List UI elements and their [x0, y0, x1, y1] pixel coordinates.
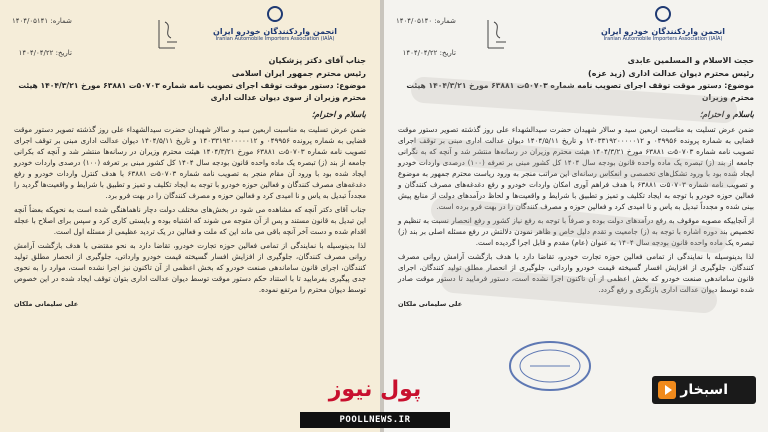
signer-name: علی سلیمانی ملکان	[398, 300, 463, 308]
letter-number: شماره: ۱۴۰۴/۰۵۱۴۱	[12, 17, 72, 25]
signer-name: علی سلیمانی ملکان	[14, 300, 79, 308]
org-name-en: Iranian Automobile Importers Association (IAIA)	[603, 36, 723, 42]
letter-meta	[12, 16, 72, 58]
association-logo-icon	[267, 6, 283, 22]
play-icon	[658, 381, 676, 399]
org-name-fa: انجمن واردکنندگان خودرو ایران	[601, 27, 725, 36]
esbar-brand	[652, 376, 756, 404]
recipient-name: جناب آقای دکتر پزشکیان	[268, 56, 366, 65]
recipient-name: حجت الاسلام و المسلمین عابدی	[627, 56, 754, 65]
org-name-en: Iranian Automobile Importers Association (IAIA)	[215, 36, 335, 42]
letter-subject: موضوع: دستور موقت توقف اجرای تصویب نامه شماره ۵۰۷۰۳ت ۶۳۸۸۱ مورخ ۱۴۰۴/۳/۲۱ هیئت محترم وزیران	[406, 81, 754, 102]
pool-news-brand	[300, 374, 450, 432]
recipient-title: رئیس محترم دیوان عدالت اداری (زید عزه)	[588, 69, 754, 78]
letter-paragraph: ضمن عرض تسلیت به مناسبت اربعین سید و سالار شهیدان حضرت سیدالشهداء علی روز گذشته تصویر دستور موقت قضایی به شماره پرونده ۰۴۹۹۵۶ و ۱۴۰۳۳۱۹۲۰۰۰۰۰۱۲ و تاریخ ۱۴۰۴/۵/۱۱ دیوان عدالت اداری مبنی بر توقف اجرای تصویب نامه شماره ۵۰۷۰۳ت ۶۳۸۸۱ مورخ ۱۴۰۴/۳/۲۱ هیئت محترم وزیران در رسانه‌ها منتشر شد و آنچه که بکرانی جامعه از بند (ز) تبصره یک ماده واحده قانون بودجه سال ۱۴۰۴ کل کشور مبنی بر تعرفه (۱۰۰) درصدی واردات خودرو ایجاد شده بود با ورود آن مقام منجر به تصویب نامه شماره ۵۰۷۰۳ت ۶۳۸۸۱ با هدف کنترل واردات خودرو و رفع دغدغه‌های مصرف کنندگان و فعالین حوزه خودرو با توجه به ایجاد تکلیف و تمیز و تطبیق با شرایط و واقعیت‌ها گردید را مجدداً تبدیل به یاس و نا امیدی کرد و فعالین حوزه و مصرف کنندگان را در بهت فرو برد.	[14, 125, 366, 200]
letter-paragraph: لذا بدینوسیله با نمایندگی از تمامی فعالین حوزه تجارت خودرو، تقاضا دارد با هدف بازگشت آرامش روانی مصرف کنندگان، جلوگیری از افزایش افسار گسیخته قیمت خودرو وارداتی، جلوگیری از انحصار مطلق تولید کنندگان، اجرای قانون ساماندهی صنعت خودرو که بخش اعظمی از آن تاکنون اجرا نشده است، دستور فرمایید تا دستور موقت صادر شده توسط دیوان عدالت اداری بازنگری و رفع گردد.	[398, 252, 754, 294]
org-name-fa: انجمن واردکنندگان خودرو ایران	[213, 27, 337, 36]
letter-paragraph: لذا بدینوسیله با نمایندگی از تمامی فعالین حوزه تجارت خودرو، تقاضا دارد به نحو مقتضی با هدف بازگشت آرامش روانی مصرف کنندگان، جلوگیری از افزایش افسار گسیخته قیمت خودرو وارداتی، جلوگیری از انحصار مطلق تولید کنندگان، اجرای قانون ساماندهی صنعت خودرو که بخش اعظمی از آن تاکنون نیز اجرا نشده است، موارد را به نحوی جدی پیگیری بفرمایید تا با استناد حکم دستور موقت توسط دیوان عدالت اداری بتوان توقف ایجاد شده در این خصوص توسط دیوان محترم را مرتفع نموده.	[14, 241, 366, 294]
letter-greeting: باسلام و احترام؛	[699, 110, 754, 119]
letter-paragraph: از آنجاییکه مصوبه موقوف به رفع درآمدهای دولت بوده و صرفاً با توجه به رفع نیاز کشور و رفع انحصار نسبت به تنظیم و تخصیص بند دوره اشاره با توجه به (ز) جامعیت و تقدم دلیل خاص و ظاهر نمودن دلالتش در رفع مسئله اصلی بر بند (ز) تبصره یک ماده واحده قانون بودجه سال ۱۴۰۴ به عنوان (عام) مقدم و قابل اجرا گردیده است.	[398, 216, 754, 247]
letter-subject: موضوع: دستور موقت توقف اجرای تصویب نامه شماره ۵۰۷۰۳ت ۶۳۸۸۱ مورخ ۱۴۰۴/۳/۲۱ هیئت محترم وزیران از سوی دیوان عدالت اداری	[18, 81, 366, 102]
letter-number: شماره: ۱۴۰۴/۰۵۱۴۰	[396, 17, 456, 25]
letter-body	[14, 54, 366, 310]
letter-date: تاریخ: ۱۴۰۴/۰۴/۲۲	[402, 49, 456, 57]
letter-date: تاریخ: ۱۴۰۴/۰۴/۲۲	[18, 49, 72, 57]
stamp-icon	[505, 336, 595, 396]
letter-greeting: باسلام و احترام؛	[311, 110, 366, 119]
signature-icon	[155, 14, 181, 54]
letter-to-president	[0, 0, 380, 432]
letterhead	[180, 6, 370, 42]
esbar-logo: اسبخار	[680, 382, 728, 398]
pool-news-logo: پول نیوز	[328, 377, 422, 402]
letter-paragraph: ضمن عرض تسلیت به مناسبت اربعین سید و سالار شهیدان حضرت سیدالشهداء علی روز گذشته تصویر دستور موقت قضایی به شماره پرونده ۰۴۹۹۵۶ و ۱۴۰۳۳۱۹۲۰۰۰۰۰۱۲ و تاریخ ۱۴۰۴/۵/۱۱ دیوان عدالت اداری مبنی بر توقف اجرای تصویب نامه شماره ۵۰۷۰۳ت ۶۳۸۸۱ مورخ ۱۴۰۴/۳/۲۱ هیئت محترم وزیران در رسانه‌ها منتشر شد و آنچه که به نگرانی جامعه از بند (ز) تبصره یک ماده واحده قانون بودجه سال ۱۴۰۴ کل کشور مبنی بر تعرفه (۱۰۰) درصدی واردات خودرو ایجاد شده بود با ورود تشکل‌های تخصصی و انعکاس رسانه‌ای این مراتب منجر به ورود ریاست محترم جمهور به موضوع و تصویب نامه شماره ۵۰۷۰۳ت ۶۳۸۸۱ با هدف فراهم آوری امکان واردات خودرو و رفع دغدغه‌های مصرف کنندگان و فعالین حوزه خودرو با توجه به ایجاد تکلیف و تمیز و تطبیق با شرایط و واقعیت‌ها و لحاظ درآمدهای دولت از منابع پیش بینی شده و مجدداً تبدیل به یاس و نا امیدی کرد و فعالین حوزه و مصرف کنندگان را در بهت فرو برده است.	[398, 125, 754, 211]
recipient-title: رئیس محترم جمهور ایران اسلامی	[231, 69, 366, 78]
letter-paragraph: جناب آقای دکتر آنچه که مشاهده می شود در بخش‌های مختلف دولت دچار ناهماهنگی شده است به نحویکه بعضاً آنچه این تبدیل به قانون مستند و پس از آن متوجه می شوند که اشتباه بوده و بایستی کاری کرد و سپس برای اصلاح با عجله اقدام شده و دست آخر آنچه باقی می ماند این که ملت و فعالین در یک تردید عظیمی از مسئله اول است.	[14, 205, 366, 236]
pool-news-url: POOLLNEWS.IR	[300, 412, 450, 428]
